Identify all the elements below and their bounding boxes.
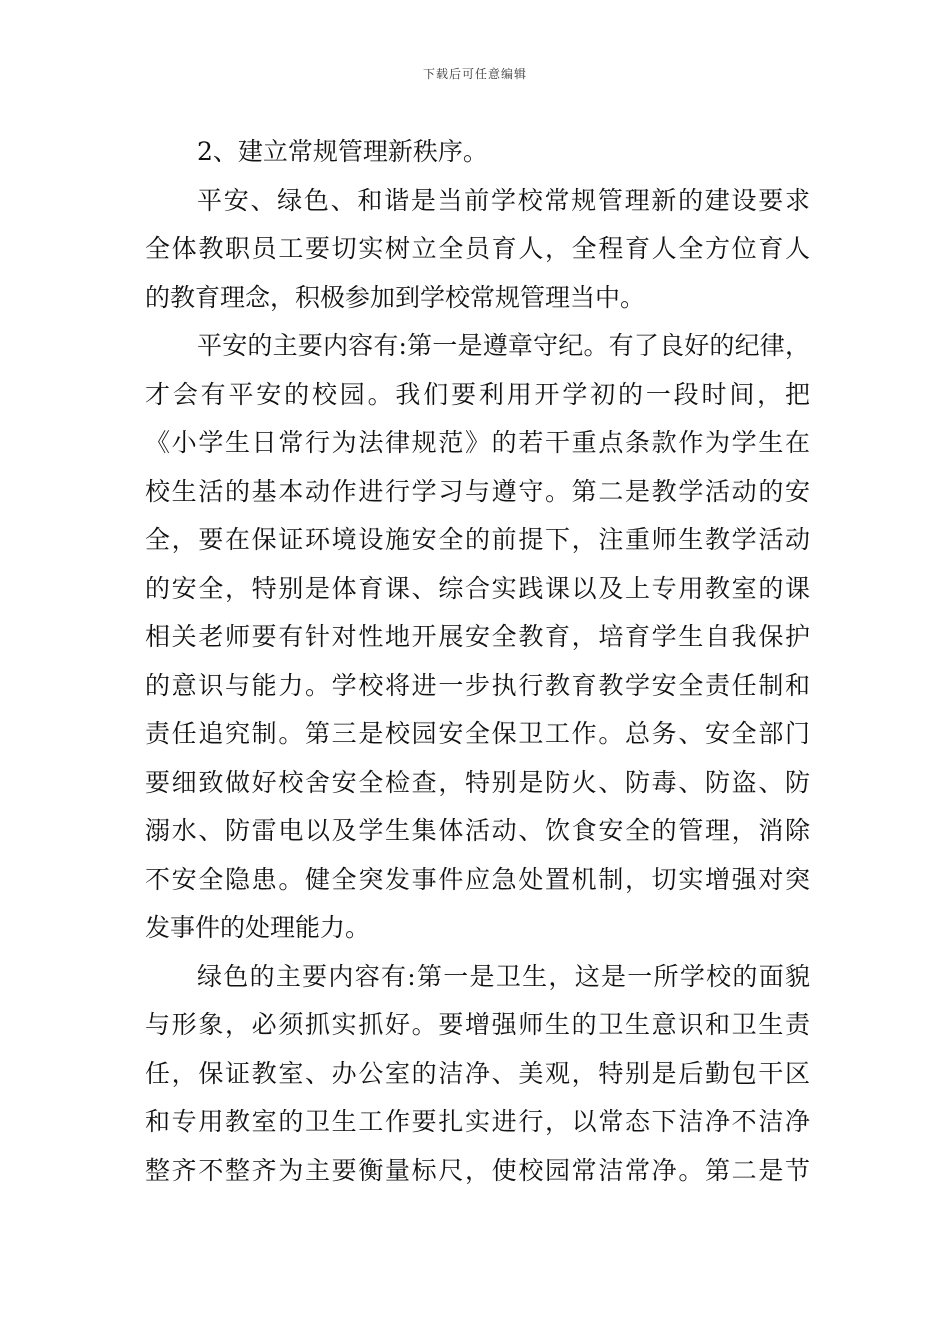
paragraph-line: 相关老师要有针对性地开展安全教育，培育学生自我保护 — [145, 622, 810, 651]
paragraph-line: 《小学生日常行为法律规范》的若干重点条款作为学生在 — [145, 428, 810, 457]
paragraph-heading: 2、建立常规管理新秩序。 — [197, 137, 488, 166]
paragraph-line: 全体教职员工要切实树立全员育人，全程育人全方位育人 — [145, 234, 810, 263]
paragraph-line: 和专用教室的卫生工作要扎实进行，以常态下洁净不洁净 — [145, 1107, 810, 1136]
paragraph-line: 校生活的基本动作进行学习与遵守。第二是教学活动的安 — [145, 476, 810, 506]
paragraph-line: 溺水、防雷电以及学生集体活动、饮食安全的管理，消除 — [145, 816, 810, 845]
paragraph-line: 任，保证教室、办公室的洁净、美观，特别是后勤包干区 — [145, 1058, 810, 1088]
paragraph-line: 的教育理念，积极参加到学校常规管理当中。 — [145, 282, 646, 312]
page-header: 下载后可任意编辑 — [422, 67, 527, 81]
document-body — [145, 128, 810, 1195]
paragraph-line: 绿色的主要内容有:第一是卫生，这是一所学校的面貌 — [197, 961, 810, 991]
paragraph-line: 发事件的处理能力。 — [145, 913, 371, 942]
paragraph-line: 全，要在保证环境设施安全的前提下，注重师生教学活动 — [145, 525, 810, 554]
paragraph-line: 的意识与能力。学校将进一步执行教育教学安全责任制和 — [145, 670, 810, 700]
paragraph-line: 才会有平安的校园。我们要利用开学初的一段时间，把 — [145, 379, 810, 409]
paragraph-line: 不安全隐患。健全突发事件应急处置机制，切实增强对突 — [145, 864, 810, 894]
paragraph-line: 责任追究制。第三是校园安全保卫工作。总务、安全部门 — [145, 719, 810, 748]
paragraph-line: 的安全，特别是体育课、综合实践课以及上专用教室的课 — [145, 573, 810, 603]
paragraph-line: 要细致做好校舍安全检查，特别是防火、防毒、防盗、防 — [145, 767, 810, 797]
paragraph-line: 与形象，必须抓实抓好。要增强师生的卫生意识和卫生责 — [145, 1010, 810, 1039]
paragraph-line: 整齐不整齐为主要衡量标尺，使校园常洁常净。第二是节 — [145, 1155, 810, 1185]
paragraph-line: 平安、绿色、和谐是当前学校常规管理新的建设要求 — [197, 185, 810, 215]
paragraph-line: 平安的主要内容有:第一是遵章守纪。有了良好的纪律， — [197, 331, 810, 360]
